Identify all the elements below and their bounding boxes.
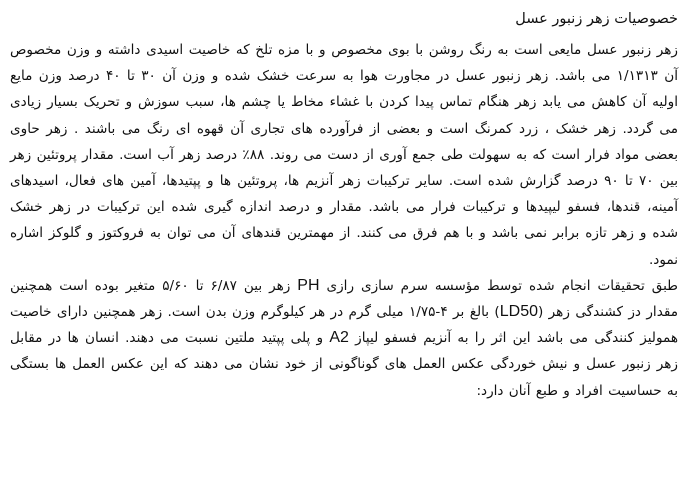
- document-title: خصوصیات زهر زنبور عسل: [515, 11, 678, 27]
- paragraph-text-segment: و پلی پپتید ملتین نسبت می دهند. انسان ها در مقابل زهر زنبور عسل و نیش خوردگی عکس العمل های گوناگونی از خود نشان می دهند که این عکس العمل ها بستگی به حساسیت افراد و طبع آنان دارد:: [10, 330, 678, 399]
- a2-term: A2: [329, 329, 349, 347]
- paragraph-venom-properties: زهر زنبور عسل مایعی است به رنگ روشن با بوی مخصوص و با مزه تلخ که خاصیت اسیدی داشته و وزن مخصوص آن ۱/۱۳۱۳ می باشد. زهر زنبور عسل در مجاورت هوا به سرعت خشک شده و وزن آن ۳۰ تا ۴۰ درصد وزن مایع اولیه آن کاهش می یابد زهر هنگام تماس پیدا کردن با غشاء مخاط یا چشم ها، سبب سوزش و تحریک بسیار زیادی می گردد. زهر خشک ، زرد کمرنگ است و بعضی از فرآورده های تجاری آن قهوه ای رنگ می باشند . زهر حاوی بعضی مواد فرار است که به سهولت طی جمع آوری از دست می روند. ۸۸٪ درصد زهر آب است. مقدار پروتئین زهر بین ۷۰ تا ۹۰ درصد گزارش شده است. سایر ترکیبات زهر آنزیم ها، پروتئین ها و پپتیدها، آمین های فعال، اسیدهای آمینه، قندها، فسفو لیپیدها و ترکیبات فرار می باشد. مقدار و درصد اندازه گیری شده این ترکیبات در زهر خشک شده و زهر تازه برابر نمی باشد و با هم فرق می کنند. از مهمترین قندهای آن می توان به فروکتوز و گلوکز اشاره نمود.: [10, 42, 678, 268]
- ld50-term: LD50: [499, 303, 538, 321]
- paragraph-research-findings: [10, 273, 678, 404]
- paragraph-text-segment: طبق تحقیقات انجام شده توسط مؤسسه سرم سازی رازی: [319, 277, 678, 294]
- paragraph-text-segment: زهر بین ۶/۸۷ تا ۵/۶۰ متغیر بوده است همچنین مقدار دز کشندگی زهر (: [10, 277, 679, 321]
- ph-term: PH: [297, 276, 320, 294]
- paragraph-text-segment: ) بالغ بر ۴-۱/۷۵ میلی گرم در هر کیلوگرم وزن بدن است. زهر همچنین دارای خاصیت همولیز کنندگی می باشد این اثر را به آنزیم فسفو لیپاز: [10, 304, 678, 347]
